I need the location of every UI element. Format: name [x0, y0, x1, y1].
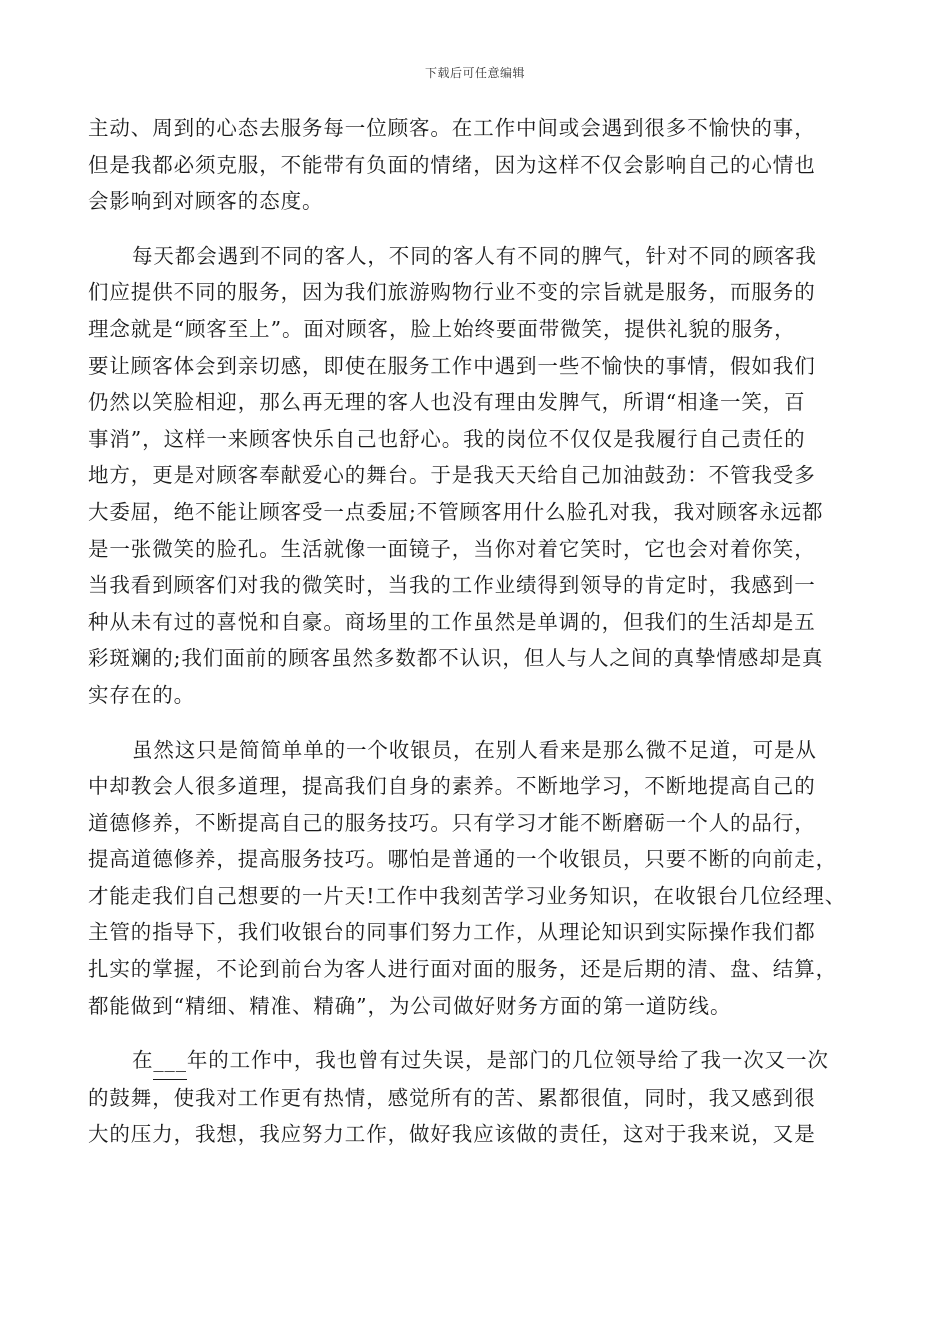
text-line: 中却教会人很多道理，提高我们自身的素养。不断地学习，不断地提高自己的: [88, 774, 816, 799]
paragraph-2: [88, 238, 870, 714]
text-line: 是一张微笑的脸孔。生活就像一面镜子，当你对着它笑时，它也会对着你笑，: [88, 536, 816, 561]
text-line: 主动、周到的心态去服务每一位顾客。在工作中间或会遇到很多不愉快的事，: [88, 116, 816, 140]
text-line-first: [88, 1042, 870, 1080]
text-line: 们应提供不同的服务，因为我们旅游购物行业不变的宗旨就是服务，而服务的: [88, 280, 816, 305]
text-line: 都能做到“精细、精准、精确”，为公司做好财务方面的第一道防线。: [88, 993, 732, 1018]
text-line: 每天都会遇到不同的客人，不同的客人有不同的脾气，针对不同的顾客我: [132, 243, 817, 268]
paragraph-4: [88, 1042, 870, 1153]
fill-in-blank: ___: [153, 1042, 186, 1080]
text-line: 虽然这只是简简单单的一个收银员，在别人看来是那么微不足道，可是从: [132, 737, 817, 762]
text-line: 会影响到对顾客的态度。: [88, 189, 324, 214]
text-line: 主管的指导下，我们收银台的同事们努力工作，从理论知识到实际操作我们都: [88, 920, 816, 945]
text-line: 种从未有过的喜悦和自豪。商场里的工作虽然是单调的，但我们的生活却是五: [88, 609, 816, 634]
text-line: 彩斑斓的;我们面前的顾客虽然多数都不认识，但人与人之间的真挚情感却是真: [88, 646, 824, 671]
text-line: 当我看到顾客们对我的微笑时，当我的工作业绩得到领导的肯定时，我感到一: [88, 573, 816, 598]
paragraph-3: [88, 732, 870, 1025]
text-line: 实存在的。: [88, 682, 195, 707]
text-prefix: 在: [132, 1048, 154, 1073]
document-body: [88, 110, 870, 1153]
text-line: 地方，更是对顾客奉献爱心的舞台。于是我天天给自己加油鼓劲：不管我受多: [88, 463, 816, 488]
paragraph-1: [88, 110, 870, 220]
text-line: 扎实的掌握，不论到前台为客人进行面对面的服务，还是后期的清、盘、结算，: [88, 957, 837, 982]
text-line: 提高道德修养，提高服务技巧。哪怕是普通的一个收银员，只要不断的向前走，: [88, 847, 837, 872]
text-line: 事消”，这样一来顾客快乐自己也舒心。我的岗位不仅仅是我履行自己责任的: [88, 426, 806, 451]
text-line: 大委屈，绝不能让顾客受一点委屈;不管顾客用什么脸孔对我，我对顾客永远都: [88, 499, 824, 524]
text-line: 才能走我们自己想要的一片天!工作中我刻苦学习业务知识，在收银台几位经理、: [88, 883, 847, 908]
text-line: 仍然以笑脸相迎，那么再无理的客人也没有理由发脾气，所谓“相逢一笑，百: [88, 390, 806, 415]
text-line: 大的压力，我想，我应努力工作，做好我应该做的责任，这对于我来说，又是: [88, 1122, 816, 1147]
text-line: 但是我都必须克服，不能带有负面的情绪，因为这样不仅会影响自己的心情也: [88, 152, 816, 177]
text-rest: 年的工作中，我也曾有过失误，是部门的几位领导给了我一次又一次: [186, 1048, 829, 1073]
text-line: 要让顾客体会到亲切感，即使在服务工作中遇到一些不愉快的事情，假如我们: [88, 353, 816, 378]
text-line: 的鼓舞，使我对工作更有热情，感觉所有的苦、累都很值，同时，我又感到很: [88, 1085, 816, 1110]
text-line: 道德修养，不断提高自己的服务技巧。只有学习才能不断磨砺一个人的品行，: [88, 810, 816, 835]
text-line: 理念就是“顾客至上”。面对顾客，脸上始终要面带微笑，提供礼貌的服务，: [88, 316, 796, 341]
page-header: 下载后可任意编辑: [424, 66, 525, 80]
